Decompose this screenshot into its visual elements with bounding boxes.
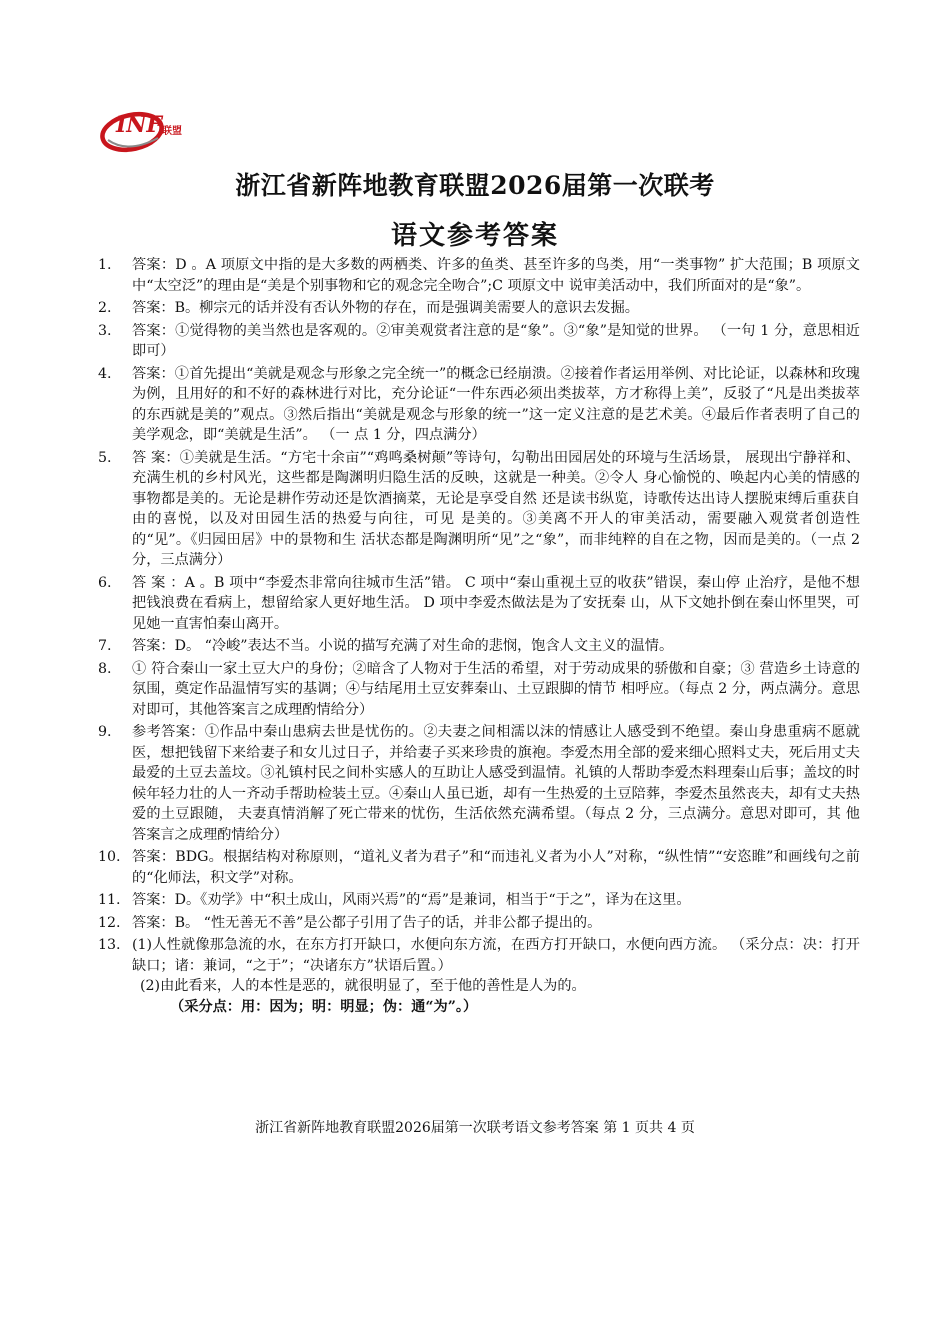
answer-item [98,935,860,1017]
answer-item [98,321,860,362]
answer-number: 10. [98,849,121,865]
answer-text: 答 案 ：A 。B 项中“李爱杰非常向往城市生活”错。 C 项中“秦山重视土豆的收获”错误，秦山停 止治疗，是他不想把钱浪费在看病上，想留给家人更好地生活。 D 项中李爱杰做法是为了安抚秦 山，从下文她扑倒在秦山怀里哭，可见她一直害怕秦山离开。 [132,574,860,632]
scoring-note: （采分点：用：因为；明：明显；伪：通“为”。） [170,998,478,1015]
answer-text: 答 案：①美就是生活。“方宅十余亩”“鸡鸣桑树颠”等诗句，勾勒出田园居处的环境与生活场景， 展现出宁静祥和、充满生机的乡村风光，这些都是陶渊明归隐生活的反映，这就是一种美。②令人 身心愉悦的、唤起内心美的情感的事物都是美的。无论是耕作劳动还是饮酒摘菜，无论是享受自然 还是读书纵览，诗歌传达出诗人摆脱束缚后重获自由的喜悦，以及对田园生活的热爱与向往，可见 是美的。③美离不开人的审美活动，需要融入观赏者创造性的“见”。《归园田居》中的景物和生 活状态都是陶渊明所“见”之“象”，而非纯粹的自在之物，因而是美的。（一点 2 分，三点满分） [132,449,860,568]
answer-number: 11. [98,892,121,908]
translation-2: (2)由此看来，人的本性是恶的，就很明显了，至于他的善性是人为的。 [140,978,586,994]
answer-item [98,364,860,446]
answer-number: 3. [98,322,112,339]
answer-text: 答案：B。柳宗元的话并没有否认外物的存在，而是强调美需要人的意识去发掘。 [132,300,639,316]
page-footer: 浙江省新阵地教育联盟2026届第一次联考语文参考答案 第 1 页共 4 页 [255,1120,695,1136]
answer-number: 2. [98,300,112,316]
logo-emblem [98,98,190,154]
answer-text: 答案：BDG。根据结构对称原则，“道礼义者为君子”和“而违礼义者为小人”对称，“纵性情”“安恣睢”和画线句之前的“化师法，积文学”对称。 [132,849,860,886]
answer-number: 6. [98,574,112,591]
answer-text: ① 符合秦山一家土豆大户的身份；②暗含了人物对于生活的希望，对于劳动成果的骄傲和自豪；③ 营造乡土诗意的氛围，奠定作品温情写实的基调；④与结尾用土豆安葬秦山、土豆跟脚的情节 相呼应。（每点 2 分，两点满分。意思对即可，其他答案言之成理酌情给分） [132,660,860,718]
answer-text: 参考答案：①作品中秦山患病去世是忧伤的。②夫妻之间相濡以沫的情感让人感受到不绝望。秦山身患重病不愿就医，想把钱留下来给妻子和女儿过日子，并给妻子买来珍贵的旗袍。李爱杰用全部的爱来细心照料丈夫，死后用丈夫最爱的土豆去盖坟。③礼镇村民之间朴实感人的互助让人感受到温情。礼镇的人帮助李爱杰料理秦山后事；盖坟的时候年轻力壮的人一齐动手帮助检装土豆。④秦山人虽已逝，却有一生热爱的土豆陪葬，李爱杰虽然丧夫，却有丈夫热爱的土豆跟随， 夫妻真情消解了死亡带来的忧伤，生活依然充满希望。（每点 2 分，三点满分。意思对即可，其 他答案言之成理酌情给分） [132,724,860,843]
answer-text: 答案：D。 “冷峻”表达不当。小说的描写充满了对生命的悲悯，饱含人文主义的温情。 [132,638,674,654]
translation-1: (1)人性就像那急流的水，在东方打开缺口，水便向东方流，在西方打开缺口，水便向西方流。 （采分点：决：打开缺口；诸：兼词，“之于”；“决诸东方”状语后置。） [132,937,860,974]
answer-item [98,890,860,911]
answer-number: 7. [98,638,112,654]
answer-item [98,298,860,319]
page-subtitle: 语文参考答案 [390,221,559,251]
answer-item [98,573,860,635]
answer-number: 5. [98,449,112,466]
answer-text: 答案：D 。A 项原文中指的是大多数的两栖类、许多的鱼类、甚至许多的鸟类，用“一类事物” 扩大范围；B 项原文中“太空泛”的理由是“美是个别事物和它的观念完全吻合”;C 项原文中 说审美活动中，我们所面对的是“象”。 [132,257,860,294]
answer-number: 12. [98,914,121,931]
answer-number: 1. [98,257,112,273]
svg-text:INF: INF [116,112,163,138]
answer-item [98,913,860,934]
answer-item [98,659,860,721]
answer-number: 4. [98,365,112,382]
answer-item [98,636,860,657]
answer-text: 答案：B。 “性无善无不善”是公都子引用了告子的话，并非公都子提出的。 [132,914,602,931]
svg-text:联盟: 联盟 [162,126,182,137]
page-title: 浙江省新阵地教育联盟2026届第一次联考 [235,171,715,200]
answer-item [98,722,860,845]
answer-text: 答案：①首先提出“美就是观念与形象之完全统一”的概念已经崩溃。②接着作者运用举例、对比论证，以森林和玫瑰为例，且用好的和不好的森林进行对比，充分论证“一件东西必须出类拔萃，方才称得上美”，反驳了“凡是出类拔萃的东西就是美的”观点。③然后指出“美就是观念与形象的统一”这一定义注意的是艺术美。④最后作者表明了自己的美学观念，即“美就是生活”。 （一 点 1 分，四点满分） [132,365,860,443]
answer-number: 13. [98,937,121,953]
answer-text [132,935,860,1017]
answer-number: 9. [98,724,112,740]
answer-text: 答案：①觉得物的美当然也是客观的。②审美观赏者注意的是“象”。③“象”是知觉的世界。 （一句 1 分，意思相近即可） [132,322,860,359]
answer-item [98,448,860,571]
answer-item [98,255,860,296]
answer-list [98,255,860,1019]
answer-item [98,847,860,888]
answer-text: 答案：D。《劝学》中“积土成山，风雨兴焉”的“焉”是兼词，相当于“于之”，译为在这里。 [132,892,691,908]
answer-number: 8. [98,660,112,677]
inf-alliance-logo [98,98,190,154]
